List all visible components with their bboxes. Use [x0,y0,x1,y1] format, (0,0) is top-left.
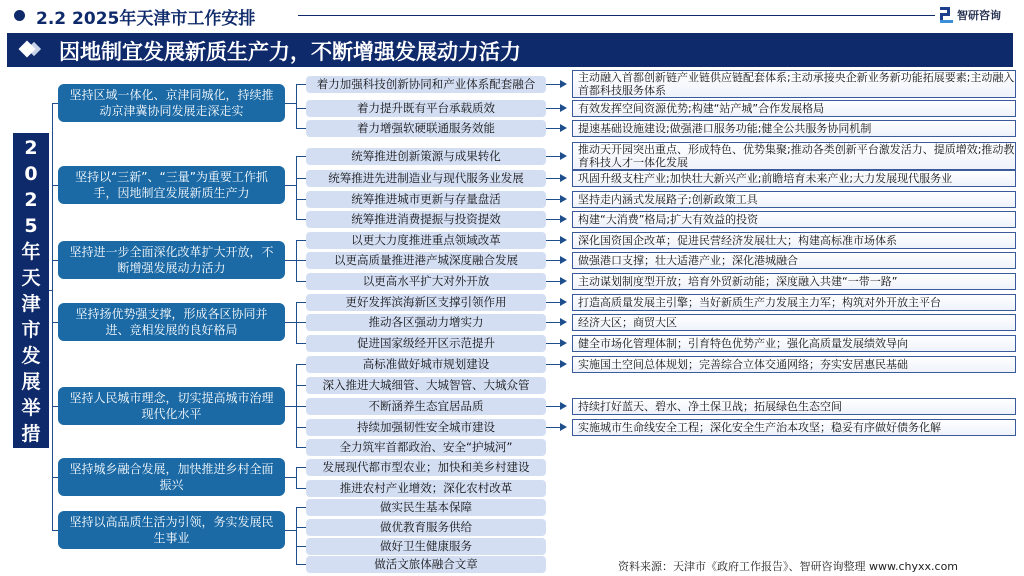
detail-node: 实施国土空间总体规划；完善综合立体交通网络；夯实安居惠民基础 [572,356,1016,373]
item-node: 以更高水平扩大对外开放 [306,273,546,290]
item-node: 更好发挥滨海新区支撑引领作用 [306,294,546,311]
connector [296,507,297,564]
connector [296,527,306,528]
arrow-icon [560,423,567,431]
item-node: 以更高质量推进港产城深度融合发展 [306,252,546,269]
arrow-icon [560,80,567,88]
detail-node: 巩固升级支柱产业;加快壮大新兴产业;前瞻培育未来产业;大力发展现代服务业 [572,170,1016,187]
detail-node: 经济大区；商贸大区 [572,314,1016,331]
arrow-icon [560,152,567,160]
detail-node: 推动天开园突出重点、形成特色、优势集聚;推动各类创新平台激发活力、提质增效;推动教育科技人才一体化发展 [572,142,1016,170]
logo [940,7,1001,23]
connector [296,385,306,386]
item-node: 着力加强科技创新协同和产业体系配套融合 [306,76,546,93]
group-label: 坚持进一步全面深化改革扩大开放，不断增强发展动力活力 [69,245,274,275]
item-node: 持续加强韧性安全城市建设 [306,419,546,436]
group-node [58,511,285,549]
connector [296,467,297,488]
item-node: 统筹推进创新策源与成果转化 [306,148,546,165]
connector [285,477,296,478]
group-label: 坚持以高品质生活为引领，务实发展民生事业 [69,515,274,545]
item-node: 促进国家级经开区示范提升 [306,335,546,352]
arrow-icon [560,256,567,264]
connector [285,406,296,407]
section-title: 2.2 2025年天津市工作安排 [36,9,256,29]
group-label: 坚持扬优势强支撑，形成各区协同并进、竞相发展的良好格局 [75,307,268,337]
connector [296,488,306,489]
root-label-char: 展 [21,370,41,393]
group-node [58,166,285,204]
group-node [58,241,285,279]
detail-node: 有效发挥空间资源优势;构建“站产城”合作发展格局 [572,100,1016,117]
detail-node: 持续打好蓝天、碧水、净土保卫战；拓展绿色生态空间 [572,398,1016,415]
root-label-char: 2 [24,136,38,159]
detail-node: 主动谋划制度型开放；培育外贸新动能；深度融入共建“一带一路” [572,273,1016,290]
connector [285,185,296,186]
arrow-icon [560,124,567,132]
detail-node: 深化国资国企改革；促进民营经济发展壮大；构建高标准市场体系 [572,232,1016,249]
root-label-char: 5 [24,214,38,237]
connector [49,290,53,291]
root-label-char: 天 [21,266,41,289]
connector [296,108,306,109]
arrow-icon [560,298,567,306]
root-label-char: 0 [24,162,38,185]
item-node: 统筹推进先进制造业与现代服务业发展 [306,170,546,187]
trunk-line [52,103,53,530]
root-label-char: 发 [21,344,41,367]
connector [296,178,306,179]
item-node: 做好卫生健康服务 [306,538,546,555]
connector [296,156,306,157]
connector [296,84,306,85]
item-node: 以更大力度推进重点领域改革 [306,232,546,249]
group-node [58,303,285,341]
arrow-icon [560,174,567,182]
arrow-icon [560,339,567,347]
item-node: 着力增强软硬联通服务效能 [306,120,546,137]
arrow-icon [560,360,567,368]
item-node: 做实民生基本保障 [306,499,546,516]
root-node [13,133,49,448]
connector [296,199,306,200]
group-label: 坚持以“三新”、“三量”为重要工作抓手，因地制宜发展新质生产力 [75,170,268,200]
connector [296,467,306,468]
root-label-char: 2 [24,188,38,211]
detail-node: 健全市场化管理体制；引育特色优势产业；强化高质量发展绩效导向 [572,335,1016,352]
detail-node: 坚持走内涵式发展路子;创新政策工具 [572,191,1016,208]
root-label-char: 津 [21,292,41,315]
connector [285,103,296,104]
logo-text: 智研咨询 [957,9,1001,22]
connector [296,322,306,323]
connector [296,302,306,303]
arrow-icon [560,277,567,285]
group-label: 坚持人民城市理念，切实提高城市治理现代化水平 [69,391,274,421]
connector [296,427,306,428]
group-node [58,84,285,122]
item-node: 着力提升既有平台承载质效 [306,100,546,117]
arrow-icon [560,236,567,244]
group-label: 坚持区域一体化、京津同城化，持续推动京津冀协同发展走深走实 [69,88,274,118]
root-label-char: 市 [21,318,41,341]
item-node: 全力筑牢首都政治、安全“护城河” [306,439,546,456]
connector [296,507,306,508]
item-node: 发展现代都市型农业；加快和美乡村建设 [306,459,546,476]
connector [296,240,306,241]
connector [296,447,306,448]
connector [296,406,306,407]
header-bullet-icon [14,10,25,21]
arrow-icon [560,215,567,223]
arrow-icon [560,318,567,326]
connector [296,128,306,129]
connector [296,156,297,219]
connector [296,343,306,344]
connector [285,322,296,323]
banner [7,33,1013,67]
item-node: 推动各区强动力增实力 [306,314,546,331]
item-node: 做优教育服务供给 [306,519,546,536]
arrow-icon [560,402,567,410]
item-node: 深入推进大城细管、大城智管、大城众管 [306,377,546,394]
connector [296,546,306,547]
connector [296,84,297,128]
detail-node: 构建“大消费”格局;扩大有效益的投资 [572,211,1016,228]
item-node: 高标准做好城市规划建设 [306,356,546,373]
item-node: 统筹推进消费提振与投资提效 [306,211,546,228]
connector [285,260,296,261]
arrow-icon [560,104,567,112]
connector [296,260,306,261]
connector [296,219,306,220]
group-node [58,387,285,425]
arrow-icon [560,195,567,203]
detail-node: 做强港口支撑；壮大适港产业；深化港城融合 [572,252,1016,269]
root-label-char: 举 [21,396,41,419]
item-node: 不断涵养生态宜居品质 [306,398,546,415]
logo-icon [940,7,954,23]
source-note: 资料来源：天津市《政府工作报告》、智研咨询整理 www.chyxx.com [618,560,959,573]
detail-node: 打造高质量发展主引擎；当好新质生产力发展主力军；构筑对外开放主平台 [572,294,1016,311]
header-divider [298,15,935,16]
root-label-char: 年 [21,240,41,263]
detail-node: 实施城市生命线安全工程；深化安全生产治本攻坚；稳妥有序做好债务化解 [572,419,1016,436]
banner-title: 因地制宜发展新质生产力，不断增强发展动力活力 [59,40,521,64]
connector [296,364,306,365]
root-label-char: 措 [21,422,41,445]
connector [296,564,306,565]
group-label: 坚持城乡融合发展，加快推进乡村全面振兴 [69,462,274,492]
group-node [58,458,285,496]
item-node: 做活文旅体融合文章 [306,556,546,573]
item-node: 统筹推进城市更新与存量盘活 [306,191,546,208]
connector [296,281,306,282]
connector [285,530,296,531]
item-node: 推进农村产业增效；深化农村改革 [306,480,546,497]
detail-node: 主动融入首都创新链产业链供应链配套体系;主动承接央企新业务新功能拓展要素;主动融入首都科技服务体系 [572,70,1016,98]
detail-node: 提速基础设施建设;做强港口服务功能;健全公共服务协同机制 [572,120,1016,137]
